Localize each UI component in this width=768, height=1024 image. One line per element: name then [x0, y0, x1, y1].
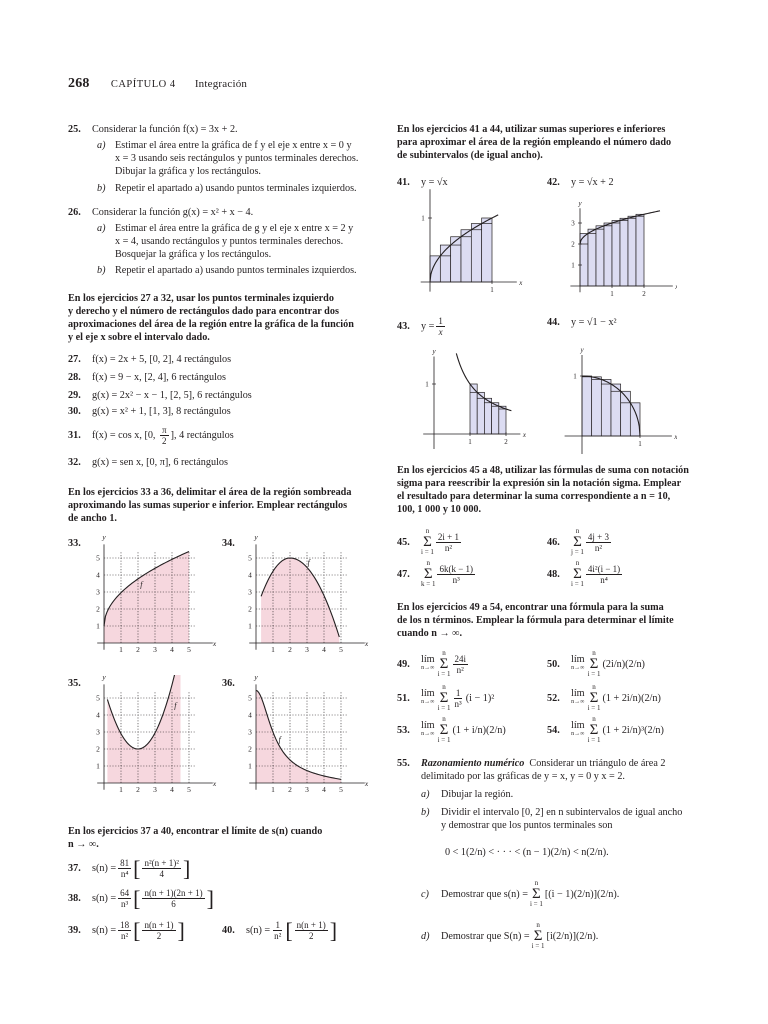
exercise-42: 42. y = √x + 2: [547, 177, 614, 188]
y-axis-label: y: [254, 675, 258, 682]
x-tick-label: 3: [305, 645, 309, 654]
exercise-26: 26. Considerar la función g(x) = x² + x − 4.: [68, 207, 254, 218]
x-axis-label: [674, 283, 677, 291]
upper-rectangle: [630, 403, 640, 436]
x-tick-label: 2: [504, 438, 508, 446]
exercise-53: 53. lím n→∞ n Σ i = 1 (1 + i/n)(2/n): [397, 715, 506, 744]
graph-42: [562, 188, 677, 303]
x-axis-label: x: [522, 431, 526, 439]
y-tick-label: 4: [96, 570, 100, 580]
x-tick-label: 2: [136, 645, 140, 654]
function-label: f: [278, 735, 281, 745]
y-axis-label: y: [102, 675, 106, 682]
exercise-39: 39. s(n) = $\frac{18}{\text{n²}}$ [ $\frac{n(n + 1)}{2}$ ]: [68, 918, 185, 943]
exercise-31: 31. f(x) = cos x, [0, $\frac{\pi}{2}$ ], 4 rectángulos: [68, 425, 234, 446]
y-tick-label: 4: [248, 710, 252, 720]
exercise-55-b-label: b): [421, 807, 430, 818]
upper-rectangle: [430, 256, 440, 282]
y-tick-label: 3: [96, 727, 100, 737]
x-tick-label: 1: [271, 785, 275, 794]
x-tick-label: 2: [136, 785, 140, 794]
x-tick-label: 4: [170, 785, 174, 794]
x-axis-label: x: [519, 279, 523, 287]
page-header: [68, 76, 247, 92]
y-tick-label: 4: [248, 570, 252, 580]
exercise-46: 46. n Σ j = 1 $\frac{4j + 3}{\text{n²}}$: [547, 527, 609, 556]
y-tick-label: 1: [571, 261, 575, 270]
upper-rectangle: [611, 384, 621, 436]
x-tick-label: 1: [610, 290, 614, 298]
x-tick-label: 4: [170, 645, 174, 654]
x-tick-label: 3: [153, 785, 157, 794]
upper-rectangle: [499, 406, 506, 434]
upper-rectangle: [620, 218, 628, 286]
exercise-25-a-label: a): [97, 140, 106, 151]
exercise-25-b-text: Repetir el apartado a) usando puntos terminales izquierdos.: [115, 183, 357, 194]
exercise-55-d: d) Demostrar que S(n) = n Σ i = 1 [i(2/n)](2/n).: [421, 921, 599, 950]
y-tick-label: 1: [96, 621, 100, 631]
function-label: f: [174, 701, 177, 711]
x-axis-label: x: [212, 779, 217, 788]
y-tick-label: 3: [248, 727, 252, 737]
y-tick-label: 2: [248, 744, 252, 754]
exercise-32: 32. g(x) = sen x, [0, π], 6 rectángulos: [68, 457, 228, 468]
exercise-40: 40. s(n) = $\frac{1}{\text{n²}}$ [ $\frac{n(n + 1)}{2}$ ]: [222, 918, 338, 943]
upper-rectangle: [636, 214, 644, 286]
page-number: 268: [68, 76, 90, 91]
exercise-54: 54. lím n→∞ n Σ i = 1 (1 + 2i/n)³(2/n): [547, 715, 664, 744]
graph-44: [562, 340, 677, 455]
x-tick-label: 5: [187, 645, 191, 654]
shaded-region: [256, 690, 341, 783]
exercise-37: 37. s(n) = $\frac{81}{\text{n⁴}}$ [ $\frac{\text{n²(n + 1)²}}{4}$ ]: [68, 856, 191, 881]
upper-rectangle: [592, 377, 602, 436]
y-tick-label: 5: [96, 553, 100, 563]
x-tick-label: 2: [642, 290, 646, 298]
exercise-29: 29. g(x) = 2x² − x − 1, [2, 5], 6 rectángulos: [68, 390, 252, 401]
x-tick-label: 4: [322, 645, 326, 654]
exercise-55-stem2: delimitado por las gráficas de y = x, y = 0 y x = 2.: [421, 771, 625, 782]
y-tick-label: 5: [248, 693, 252, 703]
instructions-33-36: En los ejercicios 33 a 36, delimitar el área de la región sombreada aproximando las sumas superior e inferior. Emplear rectángulos de ancho 1.: [68, 487, 352, 524]
x-tick-label: 5: [339, 785, 343, 794]
x-tick-label: 4: [322, 785, 326, 794]
upper-rectangle: [596, 226, 604, 286]
function-label: f: [140, 579, 143, 589]
exercise-27: 27. f(x) = 2x + 5, [0, 2], 4 rectángulos: [68, 354, 232, 365]
y-tick-label: 5: [96, 693, 100, 703]
y-axis-label: y: [432, 347, 436, 356]
exercise-49: 49. lím n→∞ n Σ i = 1 $\frac{24i}{\text{n²}}$: [397, 649, 467, 678]
exercise-26-a-label: a): [97, 223, 106, 234]
upper-rectangle: [582, 376, 592, 436]
y-tick-label: 2: [248, 604, 252, 614]
x-tick-label: 2: [288, 645, 292, 654]
exercise-41: 41. y = √x: [397, 177, 448, 188]
exercise-43: 43. y = $\frac{1}{x}$: [397, 316, 443, 337]
exercise-26-b-text: Repetir el apartado a) usando puntos terminales izquierdos.: [115, 265, 357, 276]
x-tick-label: 5: [339, 645, 343, 654]
upper-rectangle: [628, 216, 636, 286]
upper-rectangle: [484, 398, 491, 434]
upper-rectangle: [461, 230, 471, 282]
upper-rectangle: [471, 224, 481, 282]
x-tick-label: 1: [271, 645, 275, 654]
graph-41: [414, 188, 529, 303]
graph-33: [88, 535, 218, 665]
y-tick-label: 3: [248, 587, 252, 597]
exercise-55-b-text: Dividir el intervalo [0, 2] en n subintervalos de igual ancho y demostrar que los puntos terminales son: [441, 807, 683, 831]
upper-rectangle: [612, 221, 620, 286]
exercise-48: 48. n Σ i = 1 $\frac{\text{4i²(i − 1)}}{\text{n⁴}}$: [547, 559, 621, 588]
instructions-49-54: En los ejercicios 49 a 54, encontrar una fórmula para la suma de los n términos. Emplear la fórmula para determinar el límite cuando n → ∞.: [397, 602, 674, 639]
function-label: f: [307, 557, 310, 567]
exercise-55-c: c) Demostrar que s(n) = n Σ i = 1 [(i − 1)(2/n)](2/n).: [421, 879, 620, 908]
y-tick-label: 1: [96, 761, 100, 771]
exercise-50: 50. lím n→∞ n Σ i = 1 (2i/n)(2/n): [547, 649, 645, 678]
y-axis-label: y: [102, 535, 106, 542]
exercise-25-a-text: Estimar el área entre la gráfica de f y el eje x entre x = 0 y x = 3 usando seis rectángulos y puntos terminales derechos. Dibujar la gráfica y los rectángulos.: [115, 140, 359, 177]
upper-rectangle: [588, 229, 596, 286]
y-tick-label: 1: [421, 214, 425, 223]
y-tick-label: 3: [96, 587, 100, 597]
upper-rectangle: [621, 391, 631, 436]
exercise-34-label: 34.: [222, 538, 235, 549]
x-tick-label: 5: [187, 785, 191, 794]
exercise-51: 51. lím n→∞ n Σ i = 1 $\frac{1}{\text{n³}}$ (i − 1)²: [397, 683, 495, 712]
exercise-33-label: 33.: [68, 538, 81, 549]
x-tick-label: 1: [638, 440, 642, 448]
exercise-28: 28. f(x) = 9 − x, [2, 4], 6 rectángulos: [68, 372, 226, 383]
instructions-45-48: En los ejercicios 45 a 48, utilizar las fórmulas de suma con notación sigma para reescribir la expresión sin la notación sigma. Emplear el resultado para determinar la suma correspondiente a n = 10, 100, 1 000 y 10 000.: [397, 465, 689, 515]
x-tick-label: 3: [153, 645, 157, 654]
x-axis-label: x: [212, 639, 217, 648]
chapter-label: CAPÍTULO 4: [110, 79, 176, 90]
y-tick-label: 1: [248, 761, 252, 771]
y-tick-label: 1: [425, 380, 429, 389]
x-tick-label: 3: [305, 785, 309, 794]
y-axis-label: y: [580, 346, 584, 354]
x-tick-label: 1: [468, 438, 472, 446]
exercise-26-b-label: b): [97, 265, 106, 276]
exercise-55: 55. Razonamiento numérico Considerar un triángulo de área 2: [397, 758, 666, 769]
y-tick-label: 2: [96, 604, 100, 614]
exercise-30: 30. g(x) = x² + 1, [1, 3], 8 rectángulos: [68, 406, 231, 417]
graph-43: [414, 340, 529, 455]
y-tick-label: 5: [248, 553, 252, 563]
x-tick-label: 1: [490, 286, 494, 294]
exercise-52: 52. lím n→∞ n Σ i = 1 (1 + 2i/n)(2/n): [547, 683, 661, 712]
section-label: Integración: [194, 78, 248, 90]
exercise-47: 47. n Σ k = 1 $\frac{6k(k - 1)}{\text{n³}}$: [397, 559, 474, 588]
exercise-45: 45. n Σ i = 1 $\frac{2i + 1}{\text{n²}}$: [397, 527, 459, 556]
graph-36: [240, 675, 370, 805]
x-axis-label: x: [364, 639, 369, 648]
exercise-55-chain: 0 < 1(2/n) < · · · < (n − 1)(2/n) < n(2/n).: [445, 847, 609, 858]
y-axis-label: y: [254, 535, 258, 542]
exercise-26-a-text: Estimar el área entre la gráfica de g y el eje x entre x = 2 y x = 4, usando rectángulos y puntos terminales derechos. Bosquejar la gráfica y los rectángulos.: [115, 223, 354, 260]
upper-rectangle: [492, 403, 499, 434]
exercise-44: 44. y = √1 − x²: [547, 317, 617, 328]
graph-34: [240, 535, 370, 665]
exercise-25: 25. Considerar la función f(x) = 3x + 2.: [68, 124, 238, 135]
graph-35: [88, 675, 218, 805]
y-tick-label: 2: [96, 744, 100, 754]
y-tick-label: 4: [96, 710, 100, 720]
x-tick-label: 1: [119, 785, 123, 794]
y-axis-label: y: [578, 199, 582, 208]
upper-rectangle: [601, 379, 611, 436]
instructions-27-32: En los ejercicios 27 a 32, usar los puntos terminales izquierdo y derecho y el número de rectángulos dado para encontrar dos aproximaciones del área de la región entre la gráfica de la función y el eje x sobre el intervalo dado.: [68, 293, 354, 343]
exercise-55-a-label: a): [421, 789, 430, 800]
y-tick-label: 2: [571, 240, 575, 249]
x-axis-label: [673, 433, 677, 441]
exercise-55-a-text: Dibujar la región.: [441, 789, 514, 800]
y-tick-label: 3: [571, 219, 575, 228]
instructions-37-40: En los ejercicios 37 a 40, encontrar el límite de s(n) cuando n → ∞.: [68, 826, 323, 850]
exercise-38: 38. s(n) = $\frac{64}{\text{n³}}$ [ $\frac{n(n + 1)(2n + 1)}{6}$ ]: [68, 886, 214, 911]
y-tick-label: 1: [248, 621, 252, 631]
y-tick-label: 1: [573, 372, 577, 381]
exercise-25-b-label: b): [97, 183, 106, 194]
instructions-41-44: En los ejercicios 41 a 44, utilizar sumas superiores e inferiores para aproximar el área de la región empleando el número dado de subintervalos (de igual ancho).: [397, 124, 672, 161]
upper-rectangle: [482, 218, 492, 282]
x-axis-label: x: [364, 779, 369, 788]
x-tick-label: 2: [288, 785, 292, 794]
exercise-36-label: 36.: [222, 678, 235, 689]
x-tick-label: 1: [119, 645, 123, 654]
upper-rectangle: [604, 223, 612, 286]
exercise-35-label: 35.: [68, 678, 81, 689]
